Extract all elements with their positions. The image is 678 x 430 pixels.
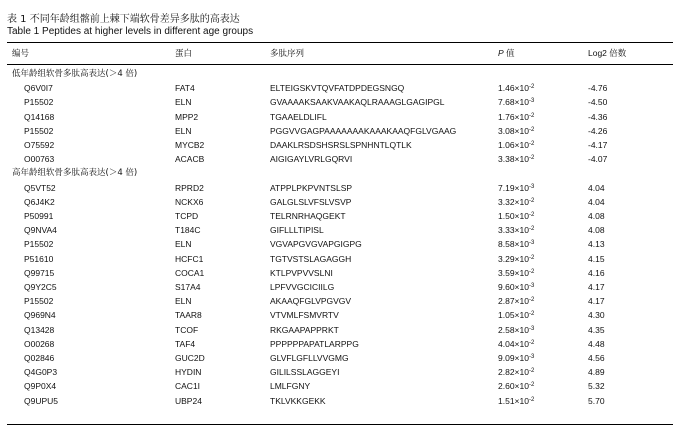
cell-protein: ELN <box>175 296 192 307</box>
cell-protein: ELN <box>175 125 192 136</box>
header-protein: 蛋白 <box>175 48 193 58</box>
p-value-exponent: -2 <box>528 297 535 304</box>
top-rule <box>7 42 673 43</box>
p-value-mantissa: 3.32×10 <box>498 196 529 207</box>
p-value-mantissa: 1.05×10 <box>498 310 529 321</box>
p-value-exponent: -2 <box>528 368 535 375</box>
cell-protein: MYCB2 <box>175 140 205 150</box>
cell-p-value <box>498 212 534 221</box>
cell-peptide-sequence: VTVMLFSMVRTV <box>270 310 339 321</box>
p-value-exponent: -2 <box>528 396 535 403</box>
cell-p-value <box>498 397 534 406</box>
p-value-mantissa: 3.08×10 <box>498 125 529 136</box>
cell-accession-id: Q9UPU5 <box>24 395 59 406</box>
p-value-exponent: -2 <box>528 84 535 91</box>
p-value-exponent: -2 <box>528 112 535 119</box>
cell-peptide-sequence: TELRNRHAQGEKT <box>270 211 346 221</box>
cell-peptide-sequence: TKLVKKGEKK <box>270 395 326 406</box>
cell-accession-id: Q9NVA4 <box>24 225 57 236</box>
cell-log2-fold: 4.17 <box>588 296 605 307</box>
bottom-rule <box>7 424 673 425</box>
p-value-exponent: -2 <box>528 212 535 218</box>
cell-peptide-sequence: TGTVSTSLAGAGGH <box>270 253 352 264</box>
cell-accession-id: Q9Y2C5 <box>24 282 57 292</box>
cell-peptide-sequence: DAAKLRSDSHSRSLSPNHNTLQTLK <box>270 140 412 150</box>
p-value-exponent: -2 <box>528 339 535 346</box>
p-value-mantissa: 9.09×10 <box>498 353 529 363</box>
cell-peptide-sequence: ELTEIGSKVTQVFATDPDEGSNGQ <box>270 83 405 94</box>
cell-log2-fold: 4.15 <box>588 253 605 264</box>
cell-p-value <box>498 113 534 122</box>
cell-log2-fold: 5.70 <box>588 395 605 406</box>
p-value-mantissa: 4.04×10 <box>498 338 529 349</box>
cell-accession-id: Q6V0I7 <box>24 83 53 94</box>
cell-protein: S17A4 <box>175 282 201 292</box>
header-id: 编号 <box>12 48 30 58</box>
cell-accession-id: Q14168 <box>24 111 55 122</box>
p-value-mantissa: 3.33×10 <box>498 225 529 236</box>
cell-protein: ELN <box>175 97 192 108</box>
cell-p-value <box>498 240 534 249</box>
cell-log2-fold: -4.26 <box>588 125 608 136</box>
header-p-value <box>498 49 515 58</box>
p-value-exponent: -2 <box>528 382 535 389</box>
p-value-exponent: -3 <box>528 98 535 105</box>
p-value-mantissa: 2.60×10 <box>498 381 529 392</box>
cell-p-value <box>498 368 534 377</box>
header-p-letter: P <box>498 48 504 58</box>
cell-accession-id: P15502 <box>24 296 54 307</box>
header-fold-change: Log2 倍数 <box>588 48 627 58</box>
cell-log2-fold: -4.07 <box>588 154 608 165</box>
cell-protein: RPRD2 <box>175 182 204 193</box>
cell-peptide-sequence: GILILSSLAGGEYI <box>270 367 340 378</box>
p-value-exponent: -2 <box>528 197 535 204</box>
p-value-exponent: -3 <box>528 183 535 190</box>
p-value-mantissa: 3.38×10 <box>498 154 529 165</box>
cell-protein: CAC1I <box>175 381 201 392</box>
cell-p-value <box>498 184 534 193</box>
p-value-mantissa: 7.68×10 <box>498 97 529 108</box>
cell-peptide-sequence: LMLFGNY <box>270 381 311 392</box>
cell-protein: COCA1 <box>175 267 205 278</box>
cell-log2-fold: 4.30 <box>588 310 605 321</box>
cell-p-value <box>498 283 534 292</box>
cell-log2-fold: -4.50 <box>588 97 608 108</box>
cell-protein: TCPD <box>175 211 199 221</box>
cell-p-value <box>498 311 534 320</box>
p-value-mantissa: 9.60×10 <box>498 282 529 292</box>
cell-accession-id: Q6J4K2 <box>24 196 55 207</box>
cell-log2-fold: 4.04 <box>588 196 605 207</box>
cell-log2-fold: 4.35 <box>588 324 605 335</box>
cell-peptide-sequence: AKAAQFGLVPGVGV <box>270 296 352 307</box>
cell-accession-id: Q02846 <box>24 353 55 363</box>
cell-accession-id: O00268 <box>24 338 55 349</box>
cell-log2-fold: 4.48 <box>588 338 605 349</box>
cell-log2-fold: 4.08 <box>588 211 605 221</box>
cell-protein: HYDIN <box>175 367 202 378</box>
cell-protein: ELN <box>175 239 192 250</box>
p-value-exponent: -2 <box>528 141 535 147</box>
p-value-mantissa: 2.82×10 <box>498 367 529 378</box>
cell-p-value <box>498 198 534 207</box>
cell-accession-id: O75592 <box>24 140 55 150</box>
cell-p-value <box>498 155 534 164</box>
header-p-suffix: 值 <box>503 48 515 58</box>
p-value-mantissa: 1.76×10 <box>498 111 529 122</box>
p-value-mantissa: 2.87×10 <box>498 296 529 307</box>
cell-log2-fold: -4.76 <box>588 83 608 94</box>
p-value-exponent: -3 <box>528 283 535 289</box>
cell-accession-id: Q99715 <box>24 267 55 278</box>
cell-log2-fold: 4.13 <box>588 239 605 250</box>
cell-peptide-sequence: PPPPPPAPATLARPPG <box>270 338 359 349</box>
header-rule <box>7 64 673 65</box>
cell-log2-fold: -4.36 <box>588 111 608 122</box>
p-value-exponent: -3 <box>528 240 535 247</box>
cell-accession-id: P15502 <box>24 239 54 250</box>
cell-log2-fold: 4.16 <box>588 267 605 278</box>
p-value-exponent: -2 <box>528 226 535 233</box>
cell-protein: FAT4 <box>175 83 195 94</box>
cell-p-value <box>498 84 534 93</box>
cell-accession-id: Q5VT52 <box>24 182 56 193</box>
p-value-exponent: -3 <box>528 354 535 360</box>
cell-protein: UBP24 <box>175 395 202 406</box>
cell-log2-fold: 4.17 <box>588 282 605 292</box>
header-sequence: 多肽序列 <box>270 48 305 58</box>
cell-accession-id: Q969N4 <box>24 310 56 321</box>
cell-protein: NCKX6 <box>175 196 204 207</box>
cell-peptide-sequence: LPFVVGCICIILG <box>270 282 335 292</box>
p-value-mantissa: 1.06×10 <box>498 140 529 150</box>
p-value-exponent: -2 <box>528 268 535 275</box>
cell-p-value <box>498 127 534 136</box>
cell-peptide-sequence: RKGAAPAPPRKT <box>270 324 339 335</box>
cell-p-value <box>498 269 534 278</box>
p-value-exponent: -2 <box>528 155 535 162</box>
cell-accession-id: Q9P0X4 <box>24 381 57 392</box>
cell-log2-fold: 4.89 <box>588 367 605 378</box>
p-value-mantissa: 1.50×10 <box>498 211 529 221</box>
p-value-mantissa: 7.19×10 <box>498 182 529 193</box>
cell-p-value <box>498 297 534 306</box>
cell-log2-fold: 4.08 <box>588 225 605 236</box>
cell-p-value <box>498 226 534 235</box>
cell-p-value <box>498 141 534 150</box>
cell-protein: TAAR8 <box>175 310 202 321</box>
cell-peptide-sequence: AIGIGAYLVRLGQRVI <box>270 154 353 165</box>
p-value-mantissa: 8.58×10 <box>498 239 529 250</box>
p-value-exponent: -2 <box>528 126 535 133</box>
table-caption-en: Table 1 Peptides at higher levels in different age groups <box>7 26 254 37</box>
p-value-mantissa: 2.58×10 <box>498 324 529 335</box>
cell-protein: HCFC1 <box>175 253 204 264</box>
cell-peptide-sequence: KTLPVPVVSLNI <box>270 267 333 278</box>
cell-log2-fold: -4.17 <box>588 140 608 150</box>
cell-peptide-sequence: VGVAPGVGVAPGIGPG <box>270 239 362 250</box>
cell-peptide-sequence: TGAAELDLIFL <box>270 111 327 122</box>
cell-log2-fold: 4.04 <box>588 182 605 193</box>
cell-accession-id: P15502 <box>24 97 54 108</box>
cell-protein: ACACB <box>175 154 205 165</box>
cell-p-value <box>498 340 534 349</box>
p-value-exponent: -2 <box>528 254 535 261</box>
cell-protein: TAF4 <box>175 338 196 349</box>
cell-log2-fold: 5.32 <box>588 381 605 392</box>
p-value-mantissa: 1.51×10 <box>498 395 529 406</box>
group-label: 高年龄组软骨多肽高表达(＞4 倍) <box>12 168 138 179</box>
cell-peptide-sequence: GALGLSLVFSLVSVP <box>270 196 352 207</box>
p-value-mantissa: 3.59×10 <box>498 267 529 278</box>
cell-peptide-sequence: GLVFLGFLLVVGMG <box>270 353 349 363</box>
p-value-mantissa: 3.29×10 <box>498 253 529 264</box>
cell-protein: T184C <box>175 225 201 236</box>
p-value-mantissa: 1.46×10 <box>498 83 529 94</box>
group-label: 低年龄组软骨多肽高表达(＞4 倍) <box>12 69 138 79</box>
table-caption-zh: 表 1 不同年龄组髂前上棘下端软骨差异多肽的高表达 <box>7 14 240 25</box>
cell-p-value <box>498 98 534 107</box>
cell-accession-id: P51610 <box>24 253 54 264</box>
cell-accession-id: P15502 <box>24 125 54 136</box>
cell-peptide-sequence: GVAAAAKSAAKVAAKAQLRAAAGLGAGIPGL <box>270 97 445 108</box>
cell-accession-id: Q4G0P3 <box>24 367 58 378</box>
cell-p-value <box>498 354 534 363</box>
cell-peptide-sequence: GIFLLLTIPISL <box>270 225 324 236</box>
cell-peptide-sequence: ATPPLPKPVNTSLSP <box>270 182 353 193</box>
cell-accession-id: O00763 <box>24 154 55 165</box>
p-value-exponent: -3 <box>528 325 535 332</box>
cell-p-value <box>498 255 534 264</box>
cell-protein: TCOF <box>175 324 199 335</box>
cell-accession-id: P50991 <box>24 211 54 221</box>
cell-p-value <box>498 326 534 335</box>
p-value-exponent: -2 <box>528 311 535 318</box>
cell-p-value <box>498 382 534 391</box>
cell-accession-id: Q13428 <box>24 324 55 335</box>
cell-protein: GUC2D <box>175 353 205 363</box>
cell-peptide-sequence: PGGVVGAGPAAAAAAAKAAAKAAQFGLVGAAG <box>270 125 457 136</box>
cell-protein: MPP2 <box>175 111 199 122</box>
cell-log2-fold: 4.56 <box>588 353 605 363</box>
